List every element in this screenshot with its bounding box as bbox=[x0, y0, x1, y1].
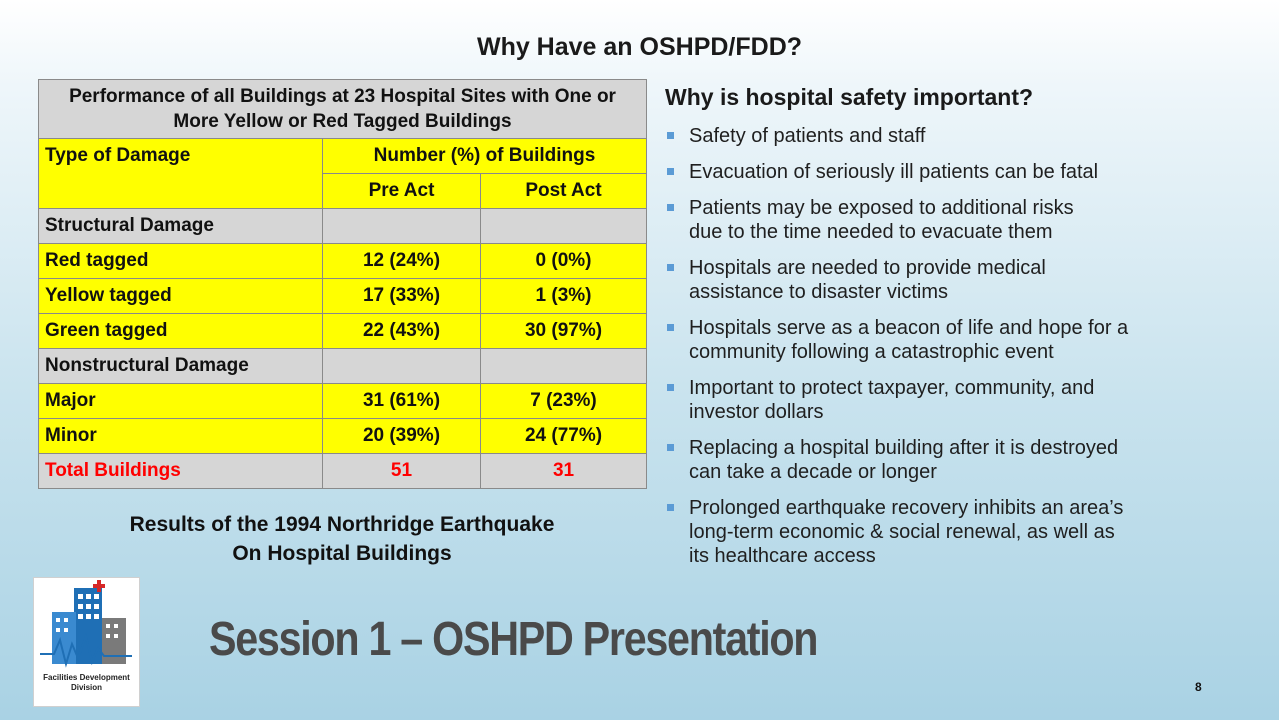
col-post-header: Post Act bbox=[481, 174, 647, 209]
row-post: 24 (77%) bbox=[481, 419, 647, 454]
row-label: Nonstructural Damage bbox=[39, 349, 323, 384]
bullet-text: Safety of patients and staff bbox=[689, 125, 926, 147]
bullet-text: Patients may be exposed to additional risks due to the time needed to evacuate them bbox=[689, 197, 1074, 243]
slide-title: Why Have an OSHPD/FDD? bbox=[476, 33, 803, 61]
square-bullet-icon bbox=[667, 264, 674, 271]
page-number: 8 bbox=[1195, 680, 1202, 694]
row-label: Minor bbox=[39, 419, 323, 454]
col-type-header: Type of Damage bbox=[39, 139, 323, 209]
fdd-logo bbox=[33, 577, 140, 707]
square-bullet-icon bbox=[667, 204, 674, 211]
table-row bbox=[39, 314, 647, 349]
square-bullet-icon bbox=[667, 444, 674, 451]
row-label: Yellow tagged bbox=[39, 279, 323, 314]
square-bullet-icon bbox=[667, 324, 674, 331]
bullet-text: Hospitals are needed to provide medical assistance to disaster victims bbox=[689, 257, 1046, 303]
table-row bbox=[39, 419, 647, 454]
table-row bbox=[39, 209, 647, 244]
logo-text-line-2: Division bbox=[70, 683, 103, 692]
table-row bbox=[39, 279, 647, 314]
row-post: 31 bbox=[481, 454, 647, 489]
session-title: Session 1 – OSHPD Presentation bbox=[209, 613, 818, 666]
bullet-text: Prolonged earthquake recovery inhibits an area’s long-term economic & social renewal, as well as its healthcare access bbox=[689, 497, 1124, 567]
row-post bbox=[481, 349, 647, 384]
table-col-header-row bbox=[39, 139, 647, 174]
square-bullet-icon bbox=[667, 132, 674, 139]
row-pre: 12 (24%) bbox=[323, 244, 481, 279]
row-post bbox=[481, 209, 647, 244]
list-item bbox=[665, 496, 1265, 568]
caption-line-1: Results of the 1994 Northridge Earthquake bbox=[129, 513, 555, 536]
list-item bbox=[665, 316, 1265, 364]
row-label: Major bbox=[39, 384, 323, 419]
row-pre bbox=[323, 349, 481, 384]
row-post: 7 (23%) bbox=[481, 384, 647, 419]
table-row bbox=[39, 244, 647, 279]
bullet-list bbox=[665, 124, 1265, 580]
row-pre: 17 (33%) bbox=[323, 279, 481, 314]
row-pre: 20 (39%) bbox=[323, 419, 481, 454]
row-post: 30 (97%) bbox=[481, 314, 647, 349]
list-item bbox=[665, 436, 1265, 484]
col-number-header: Number (%) of Buildings bbox=[323, 139, 647, 174]
table-header-row bbox=[39, 80, 647, 139]
list-item bbox=[665, 376, 1265, 424]
logo-text bbox=[34, 673, 139, 693]
row-pre: 51 bbox=[323, 454, 481, 489]
table-row bbox=[39, 384, 647, 419]
table-header: Performance of all Buildings at 23 Hospital Sites with One or More Yellow or Red Tagged Buildings bbox=[39, 80, 647, 139]
list-item bbox=[665, 124, 1265, 148]
bullet-text: Replacing a hospital building after it is destroyed can take a decade or longer bbox=[689, 437, 1119, 483]
hospital-building-icon bbox=[34, 578, 139, 670]
row-label: Total Buildings bbox=[39, 454, 323, 489]
list-item bbox=[665, 196, 1265, 244]
row-label: Structural Damage bbox=[39, 209, 323, 244]
logo-text-line-1: Facilities Development bbox=[43, 673, 130, 682]
row-label: Green tagged bbox=[39, 314, 323, 349]
list-item bbox=[665, 256, 1265, 304]
bullet-text: Evacuation of seriously ill patients can be fatal bbox=[689, 161, 1099, 183]
row-pre: 22 (43%) bbox=[323, 314, 481, 349]
row-pre bbox=[323, 209, 481, 244]
caption-line-2: On Hospital Buildings bbox=[232, 542, 452, 565]
row-pre: 31 (61%) bbox=[323, 384, 481, 419]
square-bullet-icon bbox=[667, 504, 674, 511]
col-pre-header: Pre Act bbox=[323, 174, 481, 209]
row-post: 1 (3%) bbox=[481, 279, 647, 314]
damage-table bbox=[38, 79, 647, 489]
row-post: 0 (0%) bbox=[481, 244, 647, 279]
bullet-text: Important to protect taxpayer, community, and investor dollars bbox=[689, 377, 1095, 423]
square-bullet-icon bbox=[667, 384, 674, 391]
list-item bbox=[665, 160, 1265, 184]
bullet-text: Hospitals serve as a beacon of life and hope for a community following a catastrophic event bbox=[689, 317, 1129, 363]
table-row bbox=[39, 349, 647, 384]
table-row-total bbox=[39, 454, 647, 489]
square-bullet-icon bbox=[667, 168, 674, 175]
right-heading: Why is hospital safety important? bbox=[665, 84, 1034, 110]
row-label: Red tagged bbox=[39, 244, 323, 279]
table-caption bbox=[38, 510, 646, 568]
